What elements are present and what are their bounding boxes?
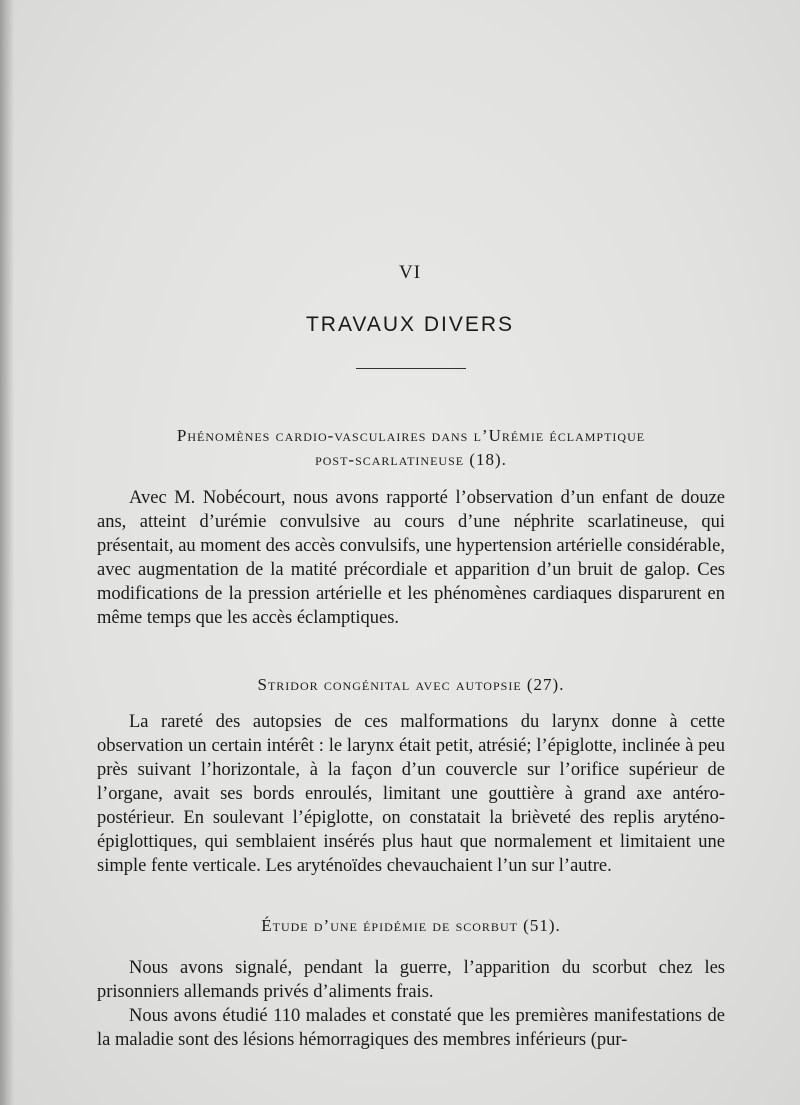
chapter-number: VI (398, 262, 422, 283)
section-2-heading (97, 673, 725, 697)
section-2-body (97, 710, 725, 878)
paragraph: Nous avons signalé, pendant la guerre, l’apparition du scorbut chez les prisonniers allemands privés d’aliments frais. (97, 958, 725, 1002)
section-3-body (97, 956, 725, 1052)
section-heading-line: Stridor congénital avec autopsie (27). (257, 675, 565, 694)
section-heading-line: Phénomènes cardio-vasculaires dans l’Urémie éclamptique (176, 426, 646, 445)
section-heading-line: post-scarlatineuse (18). (315, 450, 507, 469)
section-1-heading (97, 424, 725, 472)
section-1-body (97, 486, 725, 630)
section-heading-line: Étude d’une épidémie de scorbut (51). (261, 916, 561, 935)
binding-shadow (0, 0, 14, 1105)
chapter-title: TRAVAUX DIVERS (305, 313, 515, 336)
section-3-heading (97, 914, 725, 938)
paragraph: Nous avons étudié 110 malades et constaté que les premières manifestations de la maladie sont des lésions hémorragiques des membres inférieurs (pur- (97, 1006, 725, 1050)
paragraph: Avec M. Nobécourt, nous avons rapporté l’observation d’un enfant de douze ans, atteint d’urémie convulsive au cours d’une néphrite scarlatineuse, qui présentait, au moment des accès convulsifs, une hypertension artérielle considérable, avec augmentation de la matité précordiale et apparition d’un bruit de galop. Ces modifications de la pression artérielle et les phénomènes cardiaques disparurent en même temps que les accès éclamptiques. (97, 488, 725, 628)
paragraph: La rareté des autopsies de ces malformations du larynx donne à cette observation un certain intérêt : le larynx était petit, atrésié; l’épiglotte, inclinée à peu près suivant l’horizontale, à la façon d’un couvercle sur l’orifice supérieur de l’organe, avait ses bords enroulés, limitant une gouttière à grand axe antéro-postérieur. En soulevant l’épiglotte, on constatait la brièveté des replis aryténo-épiglottiques, qui semblaient insérés plus haut que normalement et limitaient une simple fente verticale. Les aryténoïdes chevauchaient l’un sur l’autre. (97, 712, 725, 876)
title-rule (356, 368, 466, 369)
